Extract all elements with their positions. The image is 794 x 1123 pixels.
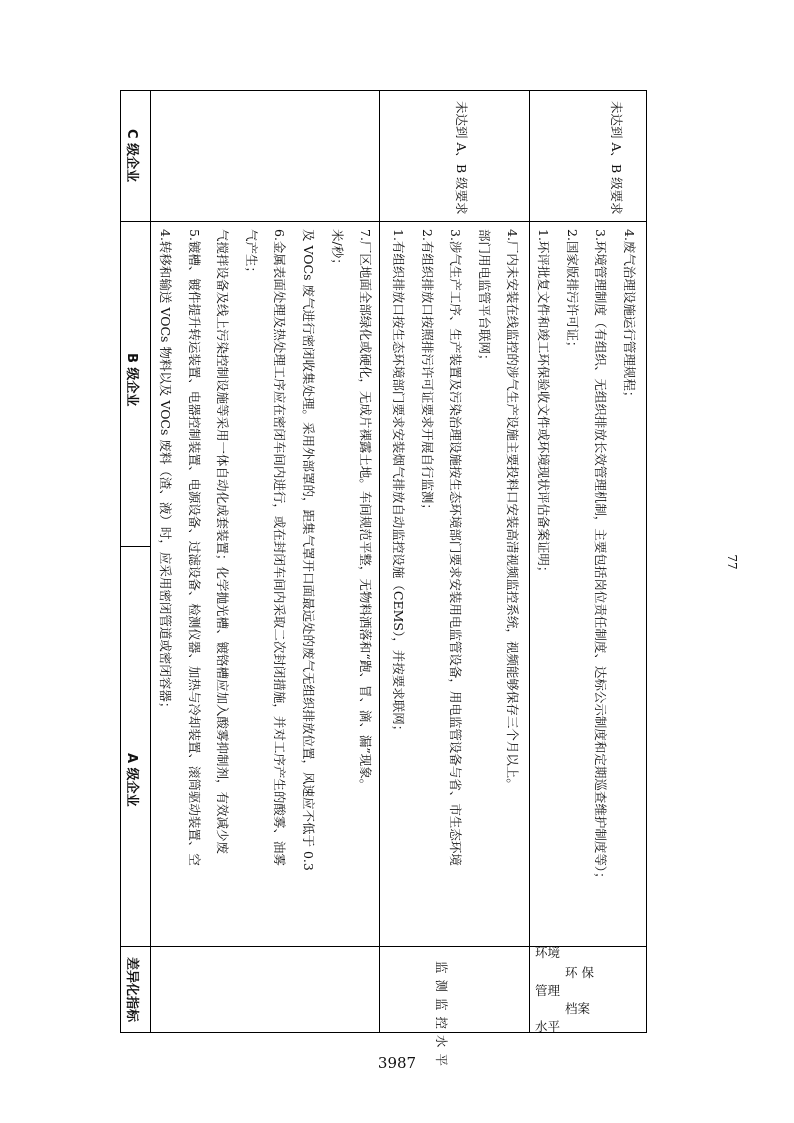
section2-line: 3.涉气生产工序、生产装置及污染治理设施按生态环境部门要求安装用电监管设备，用电监管设备与省、市生态环境 [448, 229, 464, 866]
section3-line: 1.环评批复文件和竣工环保验收文件或环境现状评估备案证明； [536, 229, 551, 579]
section1-line: 7.厂区地面全部绿化或硬化，无成片裸露土地。车间规范平整，无物料洒落和“跑、冒、滴、漏”现象。 [358, 229, 374, 792]
table-vertical-rule [529, 91, 530, 1032]
section1-line: 米/秒； [329, 229, 345, 271]
section3-line: 4.废气治理设施运行管理规程； [621, 229, 637, 404]
section1-line: 6.金属表面处理及热处理工序应在密闭车间内进行，或在封闭车间内采取二次封闭措施，并对工序产生的酸雾、油雾 [272, 229, 288, 866]
table-vertical-rule [150, 91, 151, 1032]
section3-label-part: 水平 [535, 1019, 561, 1034]
header-c: C 级企业 [124, 129, 139, 183]
section3-label-part: 环 保 [565, 965, 594, 980]
section1-line: 4.转移和输送 VOCs 物料以及 VOCs 废料（渣、液）时，应采用密闭管道或密闭容器； [158, 229, 173, 715]
section3-label-part: 环境 [535, 945, 561, 960]
section3-line: 3.环境管理制度（有组织、无组织排放长效管理机制，主要包括岗位责任制度、达标公示制度和定期巡查维护制度等）； [593, 229, 609, 885]
table-horizontal-rule [121, 946, 646, 947]
section3-c-value: 未达到 A、B 级要求 [609, 101, 624, 215]
section2-line: 部门用电监管平台联网； [476, 229, 492, 367]
section1-line: 5.镀槽、镀件提升转运装置、电器控制装置、电源设备、过滤设备、检测仪器、加热与冷却装置、滚筒驱动装置、空 [186, 229, 202, 866]
page-number-bottom: 3987 [377, 1054, 417, 1072]
header-diff: 差异化指标 [124, 957, 139, 1023]
section3-line: 2.国家版排污许可证； [564, 229, 580, 354]
section3-label-part: 档案 [565, 1001, 591, 1016]
table-horizontal-rule [121, 221, 646, 222]
section1-line: 气产生； [243, 229, 259, 280]
section2-line: 1.有组织排放口按生态环境部门要求安装烟气排放自动监控设施（CEMS），并按要求联网； [391, 229, 406, 738]
section2-label: 监测监控水平 [434, 961, 449, 1073]
header-b: B 级企业 [124, 353, 139, 407]
table-vertical-rule [379, 91, 380, 1032]
table-horizontal-rule [121, 546, 150, 547]
section1-line: 及 VOCs 废气进行密闭收集处理。采用外部罩的，距集气罩开口面最远处的废气无组织排放位置，风速应不低于 0.3 [301, 229, 316, 871]
section1-line: 气搅拌设备及线上污染控制设施等采用一体自动化成套装置；化学抛光槽、镀铬槽应加入酸雾抑制剂，有效减少废 [215, 229, 231, 855]
section3-label-part: 管理 [535, 983, 561, 998]
section2-c-value: 未达到 A、B 级要求 [454, 101, 469, 215]
header-a: A 级企业 [124, 753, 139, 807]
section2-line: 2.有组织排放口按照排污许可证要求开展自行监测； [419, 229, 435, 516]
page-number-rotated: 77 [725, 554, 739, 570]
section2-line: 4.厂内未安装在线监控的涉气生产设施主要投料口安装高清视频监控系统，视频能够保存三个月以上。 [505, 229, 521, 791]
